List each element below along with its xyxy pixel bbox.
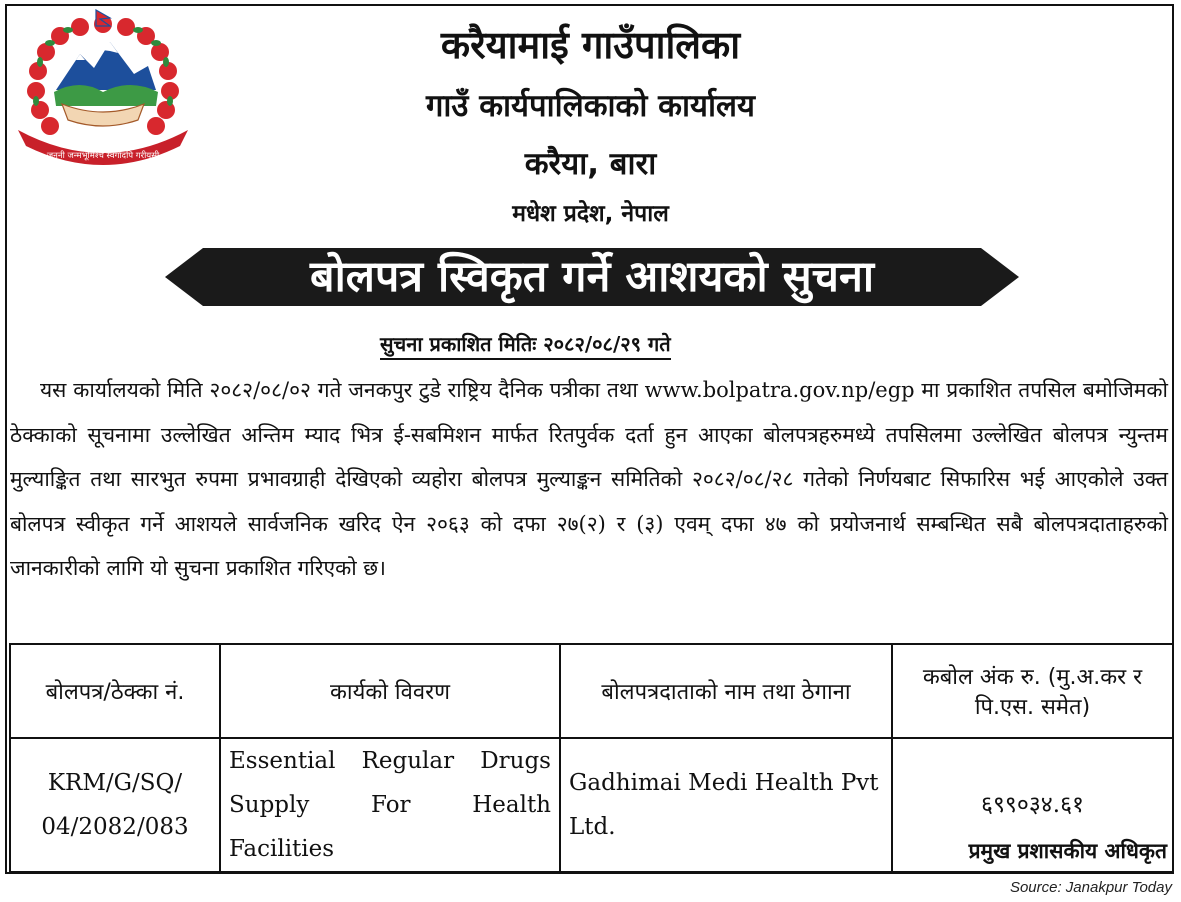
emblem-motto: जननी जन्मभूमिश्च स्वर्गादपि गरीयसी — [46, 151, 160, 161]
notice-body: यस कार्यालयको मिति २०८२/०८/०२ गते जनकपुर टुडे राष्ट्रिय दैनिक पत्रीका तथा www.bolpatra.gov.np/egp मा प्रकाशित तपसिल बमोजिमको ठेक्काको सूचनामा उल्लेखित अन्तिम म्याद भित्र ई-सबमिशन मार्फत रितपुर्वक दर्ता हुन आएका बोलपत्रहरुमध्ये तपसिलमा उल्लेखित बोलपत्र न्युन्तम मुल्याङ्कित तथा सारभुत रुपमा प्रभावग्राही देखिएको व्यहोरा बोलपत्र मुल्याङ्कन समितिको २०८२/०८/२८ गतेको निर्णयबाट सिफारिस भई आएकोले उक्त बोलपत्र स्वीकृत गर्ने आशयले सार्वजनिक खरिद ऐन २०६३ को दफा २७(२) र (३) एवम् दफा ४७ को प्रयोजनार्थ सम्बन्धित सबै बोलपत्रदाताहरुको जानकारीको लागि यो सुचना प्रकाशित गरिएको छ। — [10, 378, 1168, 580]
cell-amount: ६९९०३४.६१ — [892, 738, 1173, 872]
office-province: मधेश प्रदेश, नेपाल — [512, 201, 669, 227]
signatory: प्रमुख प्रशासकीय अधिकृत — [968, 839, 1167, 863]
office-subtitle: गाउँ कार्यपालिकाको कार्यालय — [425, 88, 756, 124]
published-date: सुचना प्रकाशित मितिः २०८२/०८/२९ गते — [380, 330, 671, 360]
notice-title: बोलपत्र स्विकृत गर्ने आशयको सुचना — [310, 252, 874, 302]
header-bidder: बोलपत्रदाताको नाम तथा ठेगाना — [560, 644, 892, 738]
cell-description: Essential Regular Drugs Supply For Health Facilities — [220, 738, 560, 872]
cell-contract-no: KRM/G/SQ/ 04/2082/083 — [10, 738, 220, 872]
office-name: करैयामाई गाउँपालिका — [440, 23, 741, 67]
header-contract-no: बोलपत्र/ठेक्का नं. — [10, 644, 220, 738]
header-description: कार्यको विवरण — [220, 644, 560, 738]
source-credit: Source: Janakpur Today — [1009, 879, 1172, 896]
office-location: करैया, बारा — [524, 146, 657, 182]
cell-bidder: Gadhimai Medi Health Pvt Ltd. — [560, 738, 892, 872]
header-amount: कबोल अंक रु. (मु.अ.कर र पि.एस. समेत) — [892, 644, 1173, 738]
table-header-row — [10, 644, 1173, 738]
